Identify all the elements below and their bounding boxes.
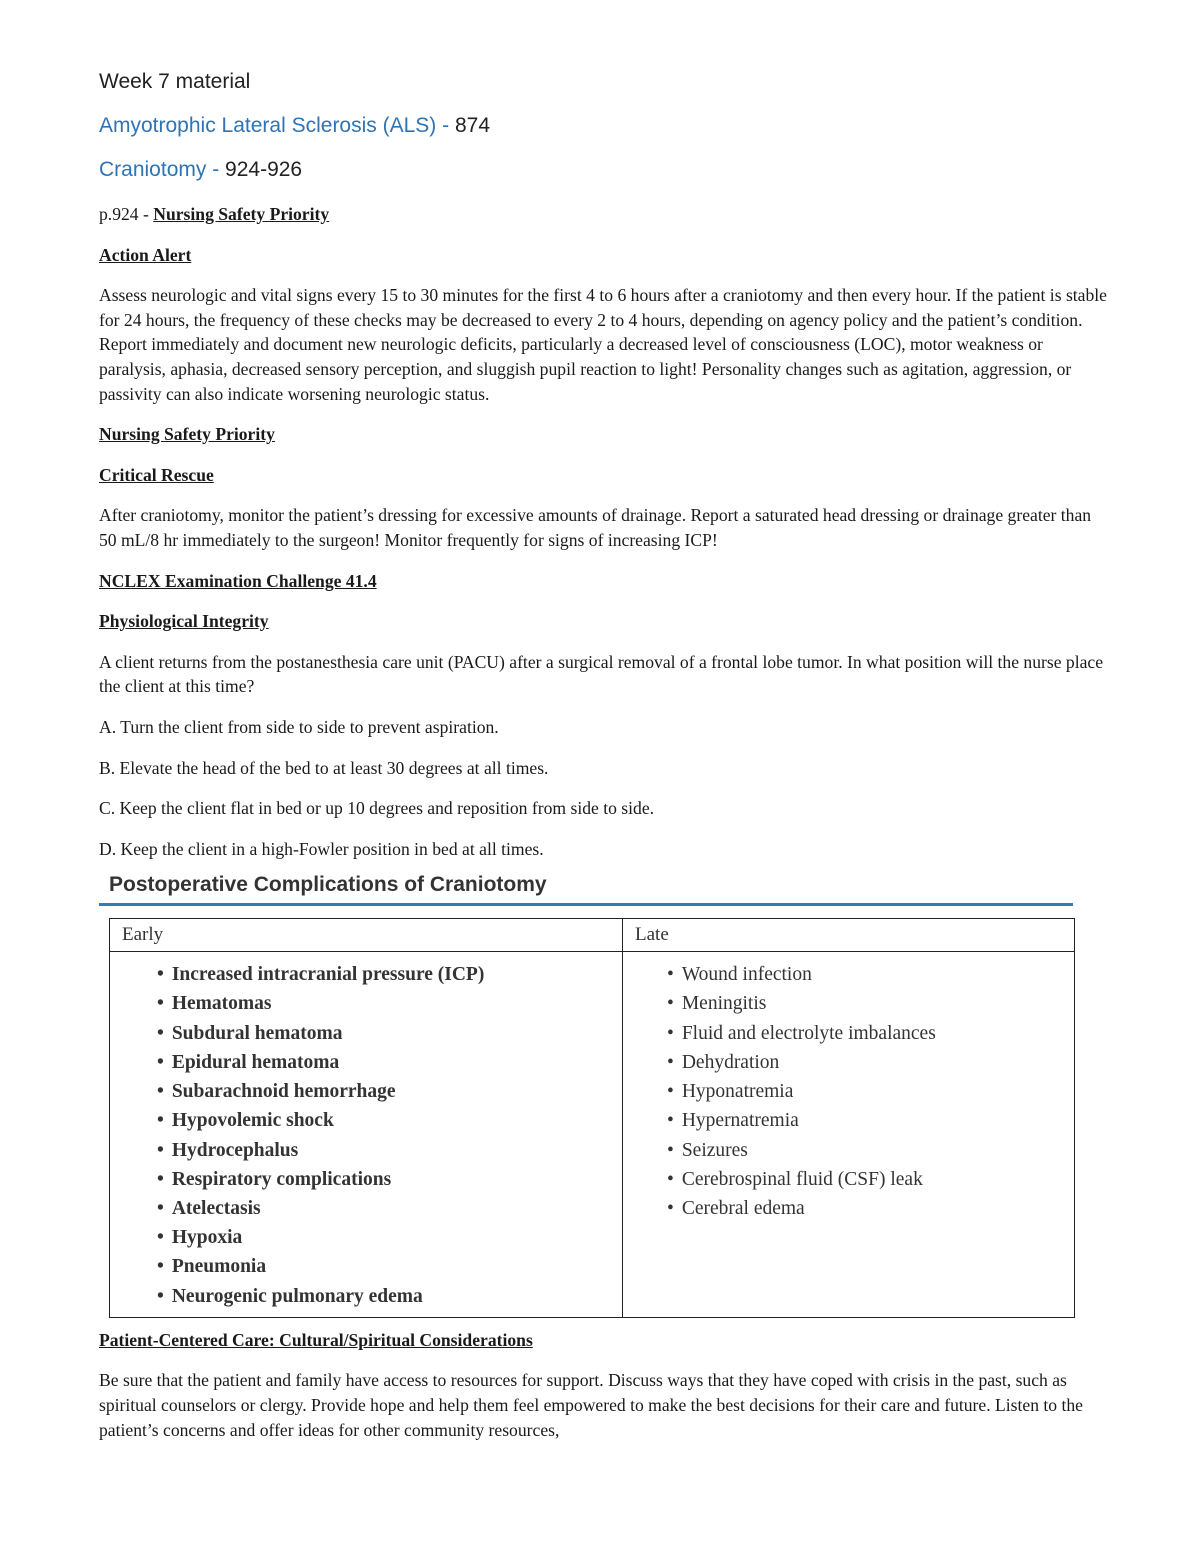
nclex-option-b: B. Elevate the head of the bed to at least 30 degrees at all times. [99,757,549,778]
figure-title: Postoperative Complications of Craniotomy [99,873,1073,906]
nclex-heading: NCLEX Examination Challenge 41.4 [99,570,377,591]
nclex-subheading-line [99,609,1109,634]
section2-heading: Nursing Safety Priority [99,424,275,445]
nclex-option-d: D. Keep the client in a high-Fowler position in bed at all times. [99,838,544,859]
section1-heading-line [99,202,1109,227]
table-header-row [110,919,1075,952]
topic-als-title: Amyotrophic Lateral Sclerosis (ALS) - [99,114,450,137]
section3-heading: Patient-Centered Care: Cultural/Spiritual Considerations [99,1329,533,1350]
early-item: • Subdural hematoma [157,1019,610,1048]
early-item: • Hypovolemic shock [157,1106,610,1135]
late-item: • Fluid and electrolyte imbalances [667,1019,1062,1048]
section3-body: Be sure that the patient and family have access to resources for support. Discuss ways that they have coped with crisis in the past, such as spiritual counselors or clergy. Provide hope and help them feel empowered to make the best decisions for their care and future. Listen to the patient’s concerns and offer ideas for other community resources, [99,1370,1083,1440]
topic-als-pages: 874 [454,114,491,137]
section1-heading: Nursing Safety Priority [153,204,330,224]
early-header: Early [110,919,623,952]
early-item: • Atelectasis [157,1194,610,1223]
nclex-question: A client returns from the postanesthesia care unit (PACU) after a surgical removal of a frontal lobe tumor. In what position will the nurse place the client at this time? [99,651,1104,697]
early-item: • Hypoxia [157,1223,610,1252]
table-body-row [110,952,1075,1317]
early-item: • Subarachnoid hemorrhage [157,1077,610,1106]
early-cell [110,952,623,1317]
late-header: Late [623,919,1075,952]
topic-craniotomy-pages: 924-926 [225,158,303,181]
section1-subheading: Action Alert [99,244,192,265]
early-list [122,960,610,1310]
nclex-option-c: C. Keep the client flat in bed or up 10 degrees and reposition from side to side. [99,798,655,819]
section3-heading-line [99,1328,1109,1353]
nclex-subheading: Physiological Integrity [99,611,269,632]
section1-subheading-line [99,243,1109,268]
section2-heading-line [99,422,1109,447]
section2-subheading: Critical Rescue [99,464,214,485]
early-item: • Epidural hematoma [157,1048,610,1077]
late-cell [623,952,1075,1317]
early-item: • Pneumonia [157,1252,610,1281]
document-page [99,70,1109,1458]
late-list [635,960,1062,1223]
early-item: • Increased intracranial pressure (ICP) [157,960,610,989]
late-item: • Wound infection [667,960,1062,989]
early-item: • Hydrocephalus [157,1136,610,1165]
complications-table [109,918,1075,1317]
topic-craniotomy [99,158,1109,182]
complications-figure [99,873,1109,1317]
late-item: • Seizures [667,1136,1062,1165]
section2-subheading-line [99,463,1109,488]
late-item: • Cerebral edema [667,1194,1062,1223]
nclex-option-a: A. Turn the client from side to side to prevent aspiration. [99,716,499,737]
early-item: • Respiratory complications [157,1165,610,1194]
late-item: • Hypernatremia [667,1106,1062,1135]
late-item: • Meningitis [667,989,1062,1018]
week-heading: Week 7 material [99,70,251,93]
topic-als [99,114,1109,138]
late-item: • Dehydration [667,1048,1062,1077]
late-item: • Hyponatremia [667,1077,1062,1106]
section1-body: Assess neurologic and vital signs every 15 to 30 minutes for the first 4 to 6 hours after a craniotomy and then every hour. If the patient is stable for 24 hours, the frequency of these checks may be decreased to every 2 to 4 hours, depending on agency policy and the patient’s condition. Report immediately and document new neurologic deficits, particularly a decreased level of consciousness (LOC), motor weakness or paralysis, aphasia, decreased sensory perception, and sluggish pupil reaction to light! Personality changes such as agitation, aggression, or passivity can also indicate worsening neurologic status. [99,285,1107,404]
early-item: • Neurogenic pulmonary edema [157,1282,610,1311]
nclex-heading-line [99,569,1109,594]
early-item: • Hematomas [157,989,610,1018]
late-item: • Cerebrospinal fluid (CSF) leak [667,1165,1062,1194]
page-reference: p.924 - [99,204,149,224]
topic-craniotomy-title: Craniotomy - [99,158,220,181]
section2-body: After craniotomy, monitor the patient’s dressing for excessive amounts of drainage. Report a saturated head dressing or drainage greater than 50 mL/8 hr immediately to the surgeon! Monitor frequently for signs of increasing ICP! [99,505,1092,550]
